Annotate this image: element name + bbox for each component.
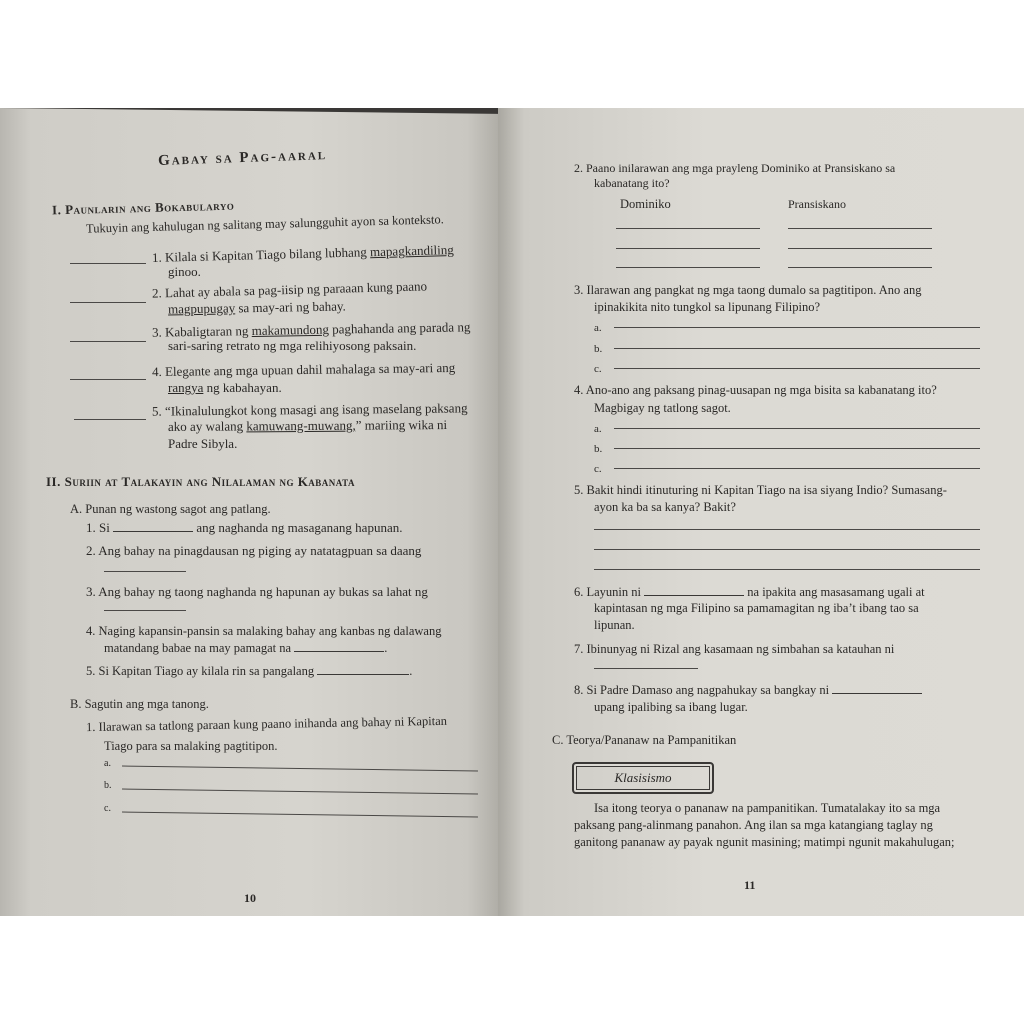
part-a-item-4: 4. Naging kapansin-pansin sa malaking bahay ang kanbas ng dalawang [86,624,442,638]
part-b-item-1: 1. Ilarawan sa tatlong paraan kung paano inihanda ang bahay ni Kapitan [85,713,448,735]
vocab-item-4-cont [168,380,282,396]
question-8-cont: upang ipalibing sa ibang lugar. [594,700,748,714]
answer-line [788,228,932,229]
underlined-word: kamuwang-muwang, [246,417,356,434]
answer-blank [70,379,146,380]
question-4-cont: Magbigay ng tatlong sagot. [594,401,731,415]
paragraph-line-3: ganitong pananaw ay payak ngunit masining; matimpi ngunit makahulugan; [574,835,955,849]
box-label: Klasisismo [614,770,672,785]
answer-blank [594,668,698,669]
item-text: ang naghanda ng masaganang hapunan. [193,520,403,535]
answer-label-c: c. [594,363,602,375]
answer-label-c: c. [594,463,602,475]
item-text: paghahanda ang parada ng [328,319,471,337]
section-1-title: I. Paunlarin ang Bokabularyo [51,197,235,218]
answer-line-c [614,368,980,369]
part-a-item-1 [86,520,402,536]
answer-line-a [614,428,980,429]
question-3-cont: ipinakikita nito tungkol sa lipunang Filipino? [594,300,821,314]
item-text: 8. Si Padre Damaso ang nagpahukay sa bangkay ni [574,683,830,697]
part-a-item-2: 2. Ang bahay na pinagdausan ng piging ay natatagpuan sa daang [86,543,422,558]
part-b-title: B. Sagutin ang mga tanong. [70,697,209,711]
part-c-title: C. Teorya/Pananaw na Pampanitikan [552,733,737,747]
column-dominiko: Dominiko [620,197,671,211]
vocab-item-5-cont [168,417,447,435]
answer-label-c: c. [104,803,111,814]
right-page [498,108,1024,916]
section-1-instruction: Tukuyin ang kahulugan ng salitang may salungguhit ayon sa konteksto. [85,212,444,236]
question-7: 7. Ibinunyag ni Rizal ang kasamaan ng simbahan sa katauhan ni [574,642,895,656]
question-2-cont: kabanatang ito? [594,176,670,190]
item-text: ako ay walang [167,418,247,434]
part-a-item-3: 3. Ang bahay ng taong naghanda ng hapunan ay bukas sa lahat ng [86,584,428,599]
klasisismo-box [572,762,714,794]
item-text: matandang babae na may pamagat na [104,641,292,655]
answer-line [616,267,760,268]
section-2-title: II. Suriin at Talakayin ang Nilalaman ng Kabanata [46,474,355,489]
underlined-word: mapagkandiling [369,242,454,260]
answer-blank [294,640,384,652]
item-text: na ipakita ang masasamang ugali at [744,585,925,599]
answer-blank [70,263,146,264]
answer-line [788,248,932,249]
item-number: 4. [151,363,162,380]
question-6-cont2: lipunan. [594,618,635,632]
item-text: Kabaligtaran ng [164,323,252,340]
answer-line [594,529,980,530]
answer-blank [644,584,744,596]
answer-blank [70,302,146,303]
underlined-word: magpupugay [167,300,236,317]
item-text: ng kabahayan. [203,380,282,395]
answer-label-b: b. [594,443,603,455]
paragraph-line-1: Isa itong teorya o pananaw na pampanitikan. Tumatalakay ito sa mga [594,801,941,815]
item-text: Kilala si Kapitan Tiago bilang lubhang [164,244,371,265]
answer-label-b: b. [104,780,112,791]
answer-blank [104,571,186,572]
part-a-item-4-cont: matandang babae na may pamagat na . [104,641,388,655]
answer-line [788,267,932,268]
item-text: 1. Si [86,520,110,535]
answer-line-a [614,327,980,328]
answer-line-c [614,468,980,469]
question-5: 5. Bakit hindi itinuturing ni Kapitan Tiago na isa siyang Indio? Sumasang- [574,483,947,497]
vocab-item-3-cont: sari-saring retrato ng mga relihiyosong paksain. [168,338,417,353]
answer-blank [113,520,193,532]
page-number-left: 10 [244,891,256,905]
page-number-right: 11 [744,878,756,892]
answer-blank [104,610,186,611]
underlined-word: rangya [168,380,204,395]
item-number: 2. [151,285,162,301]
question-6 [574,584,925,600]
item-text: “Ikinalulungkot kong masagi ang isang maselang paksang [164,400,468,419]
paragraph-line-2: paksang pang-alinmang panahon. Ang ilan sa mga katangiang taglay ng [574,818,933,832]
page-title: Gabay sa Pag-aaral [157,147,328,169]
item-text: Elegante ang mga upuan dahil mahalaga sa may-ari ang [164,359,456,379]
part-b-item-1-cont: Tiago para sa malaking pagtitipon. [104,739,278,753]
item-text: 6. Layunin ni [574,585,642,599]
item-text: sa may-ari ng bahay. [235,298,346,316]
question-6-cont: kapintasan ng mga Filipino sa pamamagitan ng iba’t ibang tao sa [594,601,919,615]
question-2: 2. Paano inilarawan ang mga prayleng Dominiko at Pransiskano sa [574,161,896,175]
item-text: ” mariing wika ni [355,417,448,433]
answer-blank [832,682,922,694]
item-text: Lahat ay abala sa pag-iisip ng paraaan kung paano [164,278,428,301]
item-number: 1. [151,249,162,265]
answer-line [594,569,980,570]
answer-label-a: a. [594,423,602,435]
question-5-cont: ayon ka ba sa kanya? Bakit? [594,500,736,514]
item-text: 5. Si Kapitan Tiago ay kilala rin sa pangalang [86,664,315,678]
answer-blank [317,663,409,675]
item-number: 3. [151,324,162,340]
question-3: 3. Ilarawan ang pangkat ng mga taong dumalo sa pagtitipon. Ano ang [574,283,922,297]
underlined-word: makamundong [251,321,330,339]
part-a-title: A. Punan ng wastong sagot ang patlang. [70,502,271,516]
answer-blank [74,419,146,420]
answer-line-b [614,348,980,349]
answer-label-a: a. [594,322,602,334]
answer-line [616,228,760,229]
part-a-item-5: 5. Si Kapitan Tiago ay kilala rin sa pangalang . [86,664,413,678]
question-4: 4. Ano-ano ang paksang pinag-uusapan ng mga bisita sa kabanatang ito? [574,383,937,397]
answer-label-a: a. [104,758,111,769]
answer-line-b [614,448,980,449]
vocab-item-1-cont: ginoo. [168,264,201,279]
answer-line [616,248,760,249]
answer-label-b: b. [594,343,603,355]
item-number: 5. [151,403,162,419]
column-pransiskano: Pransiskano [788,197,846,211]
vocab-item-5-cont2: Padre Sibyla. [168,436,238,451]
answer-blank [70,341,146,342]
answer-line [594,549,980,550]
question-8 [574,682,922,698]
vocab-item-2-cont [168,298,346,317]
